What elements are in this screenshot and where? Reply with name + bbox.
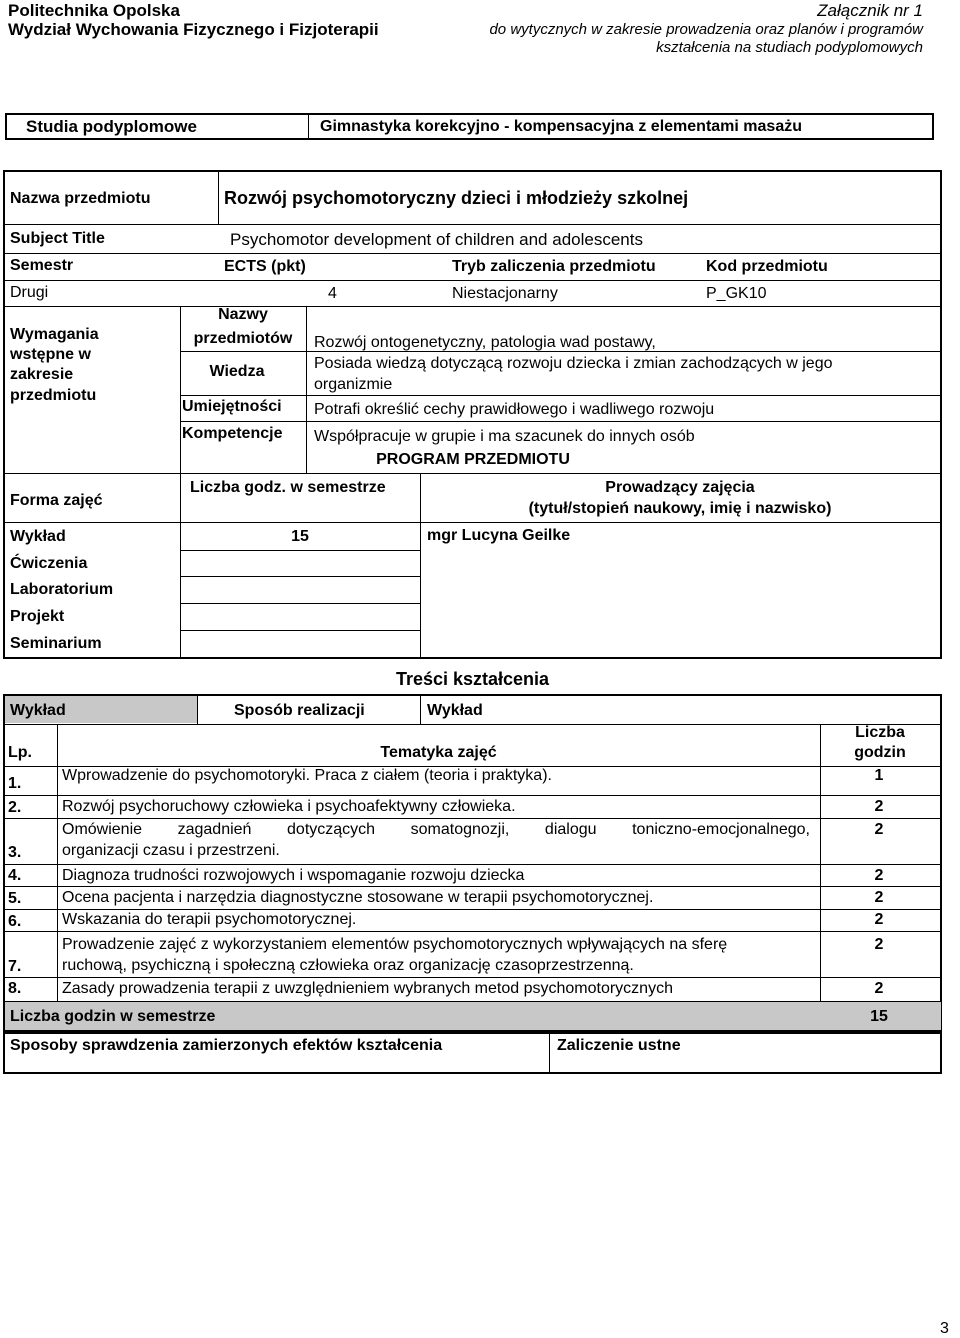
topic-hours: 2 — [874, 867, 884, 884]
form-row-lecture: Wykład — [10, 528, 66, 545]
knowledge-value-2: organizmie — [314, 376, 393, 393]
code-value: P_GK10 — [706, 285, 767, 302]
content-hours-label-2: godzin — [854, 744, 906, 761]
topic-text: Wprowadzenie do psychomotoryki. Praca z ciałem (teoria i praktyka). — [62, 767, 552, 784]
studies-name: Gimnastyka korekcyjno - kompensacyjna z elementami masażu — [320, 118, 802, 135]
topic-lp: 1. — [8, 775, 22, 792]
skills-label: Umiejętności — [182, 398, 282, 415]
topic-hours: 1 — [874, 767, 884, 784]
topic-text: Prowadzenie zajęć z wykorzystaniem elementów psychomotorycznych wpływających na sferę — [62, 936, 728, 953]
subject-name-label: Nazwa przedmiotu — [10, 190, 151, 207]
topic-hours: 2 — [874, 911, 884, 928]
form-row-seminar: Seminarium — [10, 635, 102, 652]
ects-label: ECTS (pkt) — [224, 258, 306, 275]
topic-lp: 2. — [8, 799, 22, 816]
code-label: Kod przedmiotu — [706, 258, 828, 275]
ects-value: 4 — [328, 285, 337, 302]
subject-title: Psychomotor development of children and adolescents — [230, 230, 643, 249]
page-number: 3 — [940, 1320, 949, 1337]
topic-hours: 2 — [874, 821, 884, 838]
topic-hours: 2 — [874, 936, 884, 953]
content-type: Wykład — [10, 702, 66, 719]
topic-text: Diagnoza trudności rozwojowych i wspomaganie rozwoju dziecka — [62, 867, 525, 884]
subject-name: Rozwój psychomotoryczny dzieci i młodzieży szkolnej — [224, 188, 689, 208]
requirements-label-1: Wymagania — [10, 326, 99, 343]
subject-title-label: Subject Title — [10, 230, 105, 247]
topic-lp: 5. — [8, 890, 22, 907]
form-row-laboratory: Laboratorium — [10, 581, 114, 598]
skills-value: Potrafi określić cechy prawidłowego i wadliwego rozwoju — [314, 401, 715, 418]
topic-text: organizacji czasu i przestrzeni. — [62, 842, 280, 859]
topic-hours: 2 — [874, 889, 884, 906]
topic-text: Omówienie zagadnień dotyczących somatognozji, dialogu toniczno-emocjonalnego, — [62, 821, 810, 838]
topic-text: ruchową, psychiczną i społeczną człowieka oraz organizację czasoprzestrzenną. — [62, 957, 634, 974]
topic-text: Wskazania do terapii psychomotorycznej. — [62, 911, 357, 928]
topic-label: Tematyka zajęć — [380, 744, 497, 761]
method-label: Sposób realizacji — [234, 702, 365, 719]
faculty-name: Wydział Wychowania Fizycznego i Fizjoterapii — [8, 20, 379, 39]
knowledge-value-1: Posiada wiedzą dotyczącą rozwoju dziecka i zmian zachodzących w jego — [314, 355, 833, 372]
program-title: PROGRAM PRZEDMIOTU — [376, 451, 570, 468]
lp-label: Lp. — [8, 744, 32, 761]
total-hours-value: 15 — [870, 1008, 888, 1025]
hours-row-lecture: 15 — [291, 528, 309, 545]
topic-lp: 8. — [8, 980, 22, 997]
annex-line-2: kształcenia na studiach podyplomowych — [656, 39, 923, 56]
subjects-label-1: Nazwy — [218, 306, 268, 323]
requirements-label-2: wstępne w — [10, 346, 91, 363]
topic-text: Rozwój psychoruchowy człowieka i psychoafektywny człowieka. — [62, 798, 516, 815]
lecturer-row-lecture: mgr Lucyna Geilke — [427, 527, 571, 544]
mode-value: Niestacjonarny — [452, 285, 558, 302]
topic-lp: 6. — [8, 913, 22, 930]
subjects-label-2: przedmiotów — [193, 330, 293, 347]
topic-text: Zasady prowadzenia terapii z uwzględnieniem wybranych metod psychomotorycznych — [62, 980, 673, 997]
mode-label: Tryb zaliczenia przedmiotu — [452, 258, 656, 275]
topic-text: Ocena pacjenta i narzędzia diagnostyczne stosowane w terapii psychomotorycznej. — [62, 889, 654, 906]
topic-hours: 2 — [874, 980, 884, 997]
semester-label: Semestr — [10, 257, 74, 274]
assessment-value: Zaliczenie ustne — [557, 1037, 681, 1054]
competences-value: Współpracuje w grupie i ma szacunek do innych osób — [314, 428, 695, 445]
form-label: Forma zajęć — [10, 492, 103, 509]
topic-lp: 3. — [8, 844, 22, 861]
content-hours-label-1: Liczba — [855, 724, 905, 741]
annex-line-1: do wytycznych w zakresie prowadzenia oraz planów i programów — [489, 21, 923, 38]
semester-value: Drugi — [10, 284, 49, 301]
requirements-label-3: zakresie — [10, 366, 74, 383]
knowledge-label: Wiedza — [209, 363, 265, 380]
studies-label: Studia podyplomowe — [26, 117, 197, 136]
form-row-exercises: Ćwiczenia — [10, 555, 88, 572]
lecturer-label-2: (tytuł/stopień naukowy, imię i nazwisko) — [528, 500, 832, 517]
total-hours-label: Liczba godzin w semestrze — [10, 1008, 216, 1025]
assessment-label: Sposoby sprawdzenia zamierzonych efektów kształcenia — [10, 1037, 443, 1054]
form-row-project: Projekt — [10, 608, 65, 625]
topic-lp: 4. — [8, 867, 22, 884]
lecturer-label-1: Prowadzący zajęcia — [605, 479, 755, 496]
university-name: Politechnika Opolska — [8, 1, 180, 20]
annex-title: Załącznik nr 1 — [817, 1, 923, 20]
method-value: Wykład — [427, 702, 483, 719]
topic-hours: 2 — [874, 798, 884, 815]
hours-label: Liczba godz. w semestrze — [190, 479, 386, 496]
requirements-label-4: przedmiotu — [10, 387, 97, 404]
subjects-value: Rozwój ontogenetyczny, patologia wad postawy, — [314, 334, 656, 351]
content-title: Treści kształcenia — [395, 669, 550, 689]
topic-lp: 7. — [8, 958, 22, 975]
competences-label: Kompetencje — [182, 425, 283, 442]
